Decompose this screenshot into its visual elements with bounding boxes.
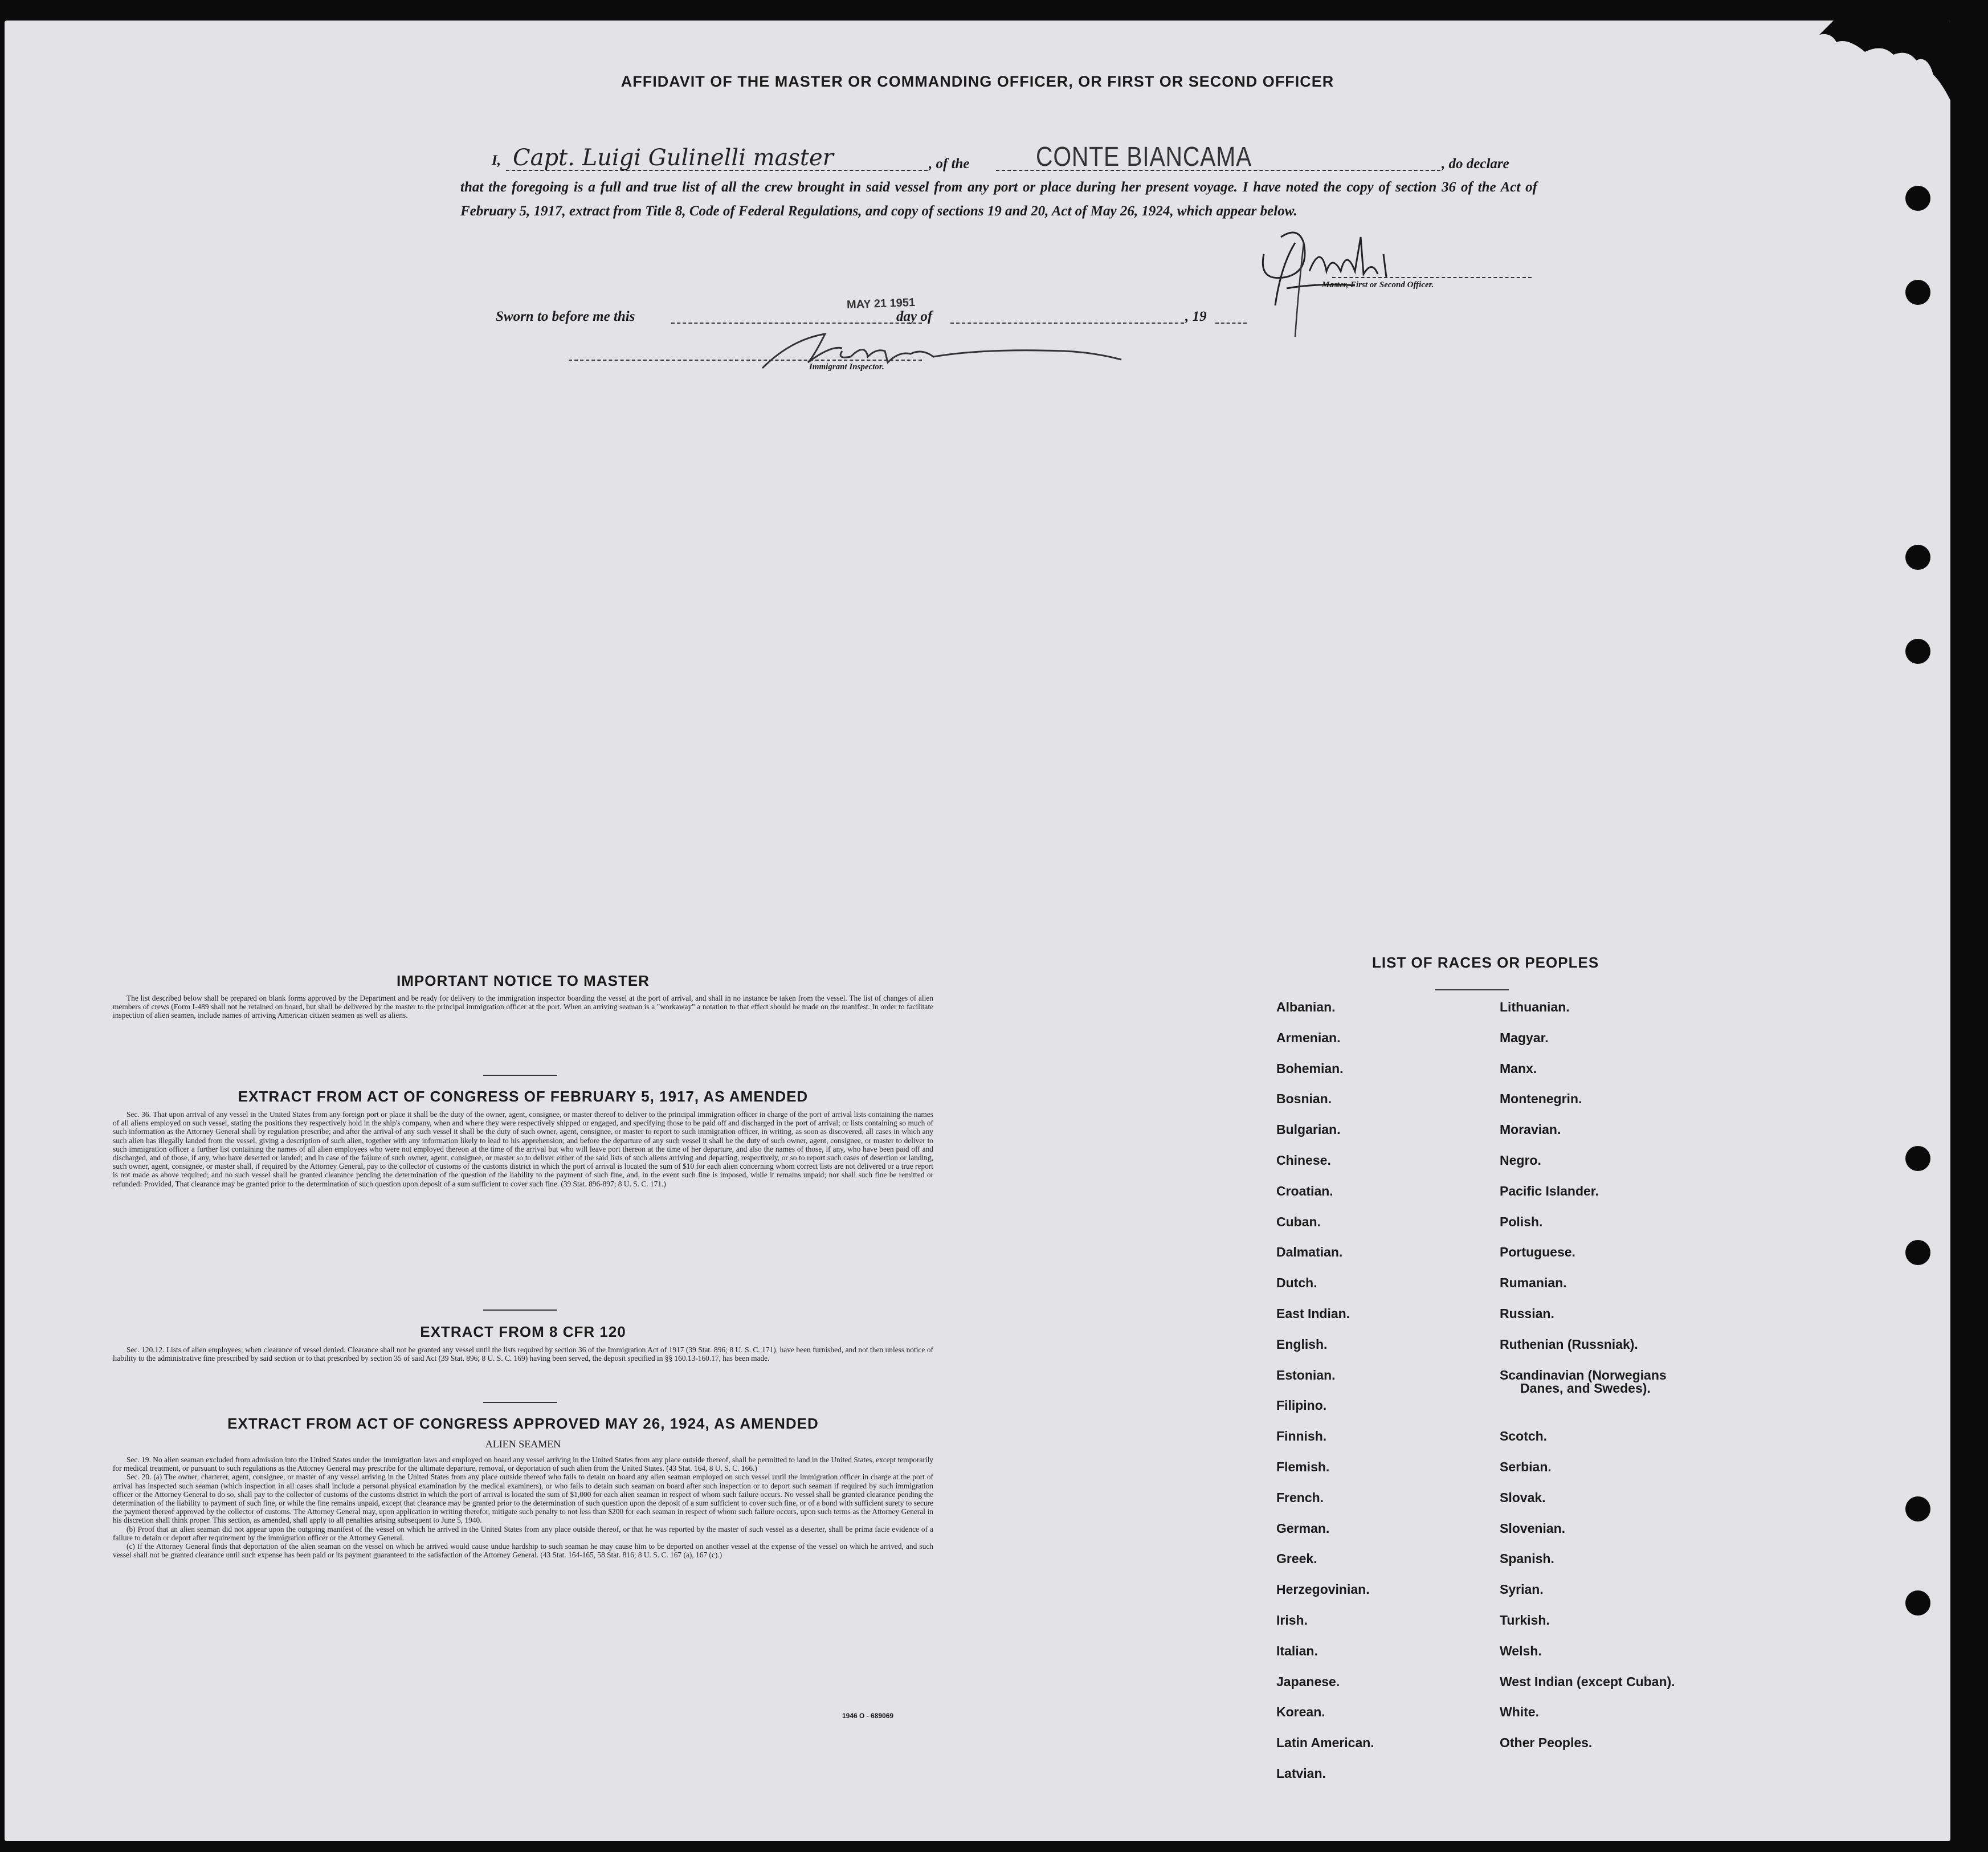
race-label: Dalmatian. <box>1276 1245 1343 1260</box>
race-item <box>1500 1030 1675 1061</box>
race-label: Bohemian. <box>1276 1060 1344 1076</box>
race-item <box>1276 1306 1374 1337</box>
race-label: Estonian. <box>1276 1367 1336 1382</box>
race-item <box>1500 1674 1675 1705</box>
notice-heading: IMPORTANT NOTICE TO MASTER <box>397 972 650 989</box>
vessel-name-stamp: CONTE BIANCAMA <box>1036 142 1252 172</box>
race-label: Bulgarian. <box>1276 1122 1341 1137</box>
race-label: German. <box>1276 1520 1330 1536</box>
races-right-column <box>1500 1000 1675 1766</box>
binding-hole <box>1905 1240 1930 1265</box>
race-label: Polish. <box>1500 1214 1543 1229</box>
race-item <box>1276 1030 1374 1061</box>
race-label: Latin American. <box>1276 1735 1374 1751</box>
race-label: East Indian. <box>1276 1306 1350 1321</box>
divider <box>483 1310 557 1311</box>
race-item <box>1276 1521 1374 1552</box>
race-item <box>1276 1613 1374 1643</box>
race-item <box>1276 1551 1374 1582</box>
year-label: , 19 <box>1185 309 1207 324</box>
race-label: French. <box>1276 1490 1324 1505</box>
race-label: Spanish. <box>1500 1551 1554 1567</box>
race-item <box>1500 1275 1675 1306</box>
race-item <box>1500 1429 1675 1459</box>
race-item <box>1276 1704 1374 1735</box>
date-stamp: MAY 21 1951 <box>846 296 916 312</box>
extract-cfr-text: Sec. 120.12. Lists of alien employees; when clearance of vessel denied. Clearance shall not be granted any vessel until the lists required by section 36 of the Immigration Act of 1917 (39 Stat. 896; 8 U. S. C. 171), have been furnished, and not then unless notice of liability to the administrative fine prescribed by said section or to that prescribed by section 35 of said Act (39 Stat. 896; 8 U. S. C. 169) having been served, the deposit specified in §§ 160.13-160.17, has been made. <box>113 1345 933 1363</box>
sworn-label: Sworn to before me this <box>496 309 635 324</box>
extract-1917-heading: EXTRACT FROM ACT OF CONGRESS OF FEBRUARY 5, 1917, AS AMENDED <box>238 1088 809 1105</box>
binding-hole <box>1905 639 1930 664</box>
inspector-label: Immigrant Inspector. <box>809 362 884 372</box>
affidavit-title: AFFIDAVIT OF THE MASTER OR COMMANDING OFFICER, OR FIRST OR SECOND OFFICER <box>621 73 1334 90</box>
race-item <box>1276 1245 1374 1275</box>
race-label: Turkish. <box>1500 1612 1550 1627</box>
divider <box>483 1402 557 1403</box>
race-label: Slovak. <box>1500 1490 1546 1505</box>
binding-hole <box>1905 280 1930 305</box>
race-item <box>1276 1429 1374 1459</box>
race-item <box>1500 1368 1675 1429</box>
race-label: Slovenian. <box>1500 1520 1566 1536</box>
inspector-signature <box>745 317 1133 380</box>
race-item <box>1500 1306 1675 1337</box>
race-label: Latvian. <box>1276 1765 1326 1781</box>
race-item <box>1500 1613 1675 1643</box>
race-item <box>1276 1643 1374 1674</box>
race-item <box>1500 1735 1675 1766</box>
race-label: Japanese. <box>1276 1674 1340 1689</box>
race-label: Manx. <box>1500 1060 1537 1076</box>
inspector-line <box>569 360 922 361</box>
race-item <box>1500 1122 1675 1153</box>
race-item <box>1276 1459 1374 1490</box>
binding-hole <box>1905 1146 1930 1171</box>
race-label: Flemish. <box>1276 1459 1330 1474</box>
race-label: Herzegovinian. <box>1276 1582 1370 1597</box>
race-label: Portuguese. <box>1500 1245 1575 1260</box>
race-label: Albanian. <box>1276 1000 1336 1014</box>
races-left-column <box>1276 1000 1374 1797</box>
race-label: Syrian. <box>1500 1582 1544 1597</box>
race-item <box>1500 1061 1675 1092</box>
race-label: Greek. <box>1276 1551 1317 1567</box>
race-item <box>1276 1582 1374 1613</box>
race-label: Lithuanian. <box>1500 1000 1570 1014</box>
race-label: Dutch. <box>1276 1275 1317 1291</box>
race-label: Russian. <box>1500 1306 1554 1321</box>
sec-20a-text: Sec. 20. (a) The owner, charterer, agent, consignee, or master of any vessel arriving in the United States from any place outside thereof who fails to detain on board any alien seaman employed on such vessel until the immigration officer in charge at the port of arrival has inspected such seaman (which inspection in all cases shall include a personal physical examination by the medical examiners), or who fails to detain such seaman on board after such inspection or to deport such seaman if required by such immigration officer or the Attorney General to do so, shall pay to the collector of customs of the customs district in which the port of arrival is located the sum of $1,000 for each alien seaman in respect of whom such failure occurs. No vessel shall be granted clearance pending the determination of the liability to payment of such fine, or while the fine remains unpaid, except that clearance may be granted prior to the determination of such question upon the deposit of a sum sufficient to cover such fine, or of a bond with sufficient surety to secure the payment thereof approved by the collector of customs. The Attorney General may, upon application in writing therefor, mitigate such penalty to not less than $200 for each seaman in respect of whom such failure occurs, upon such terms as the Attorney General in his discretion shall think proper. This section, as amended, shall apply to all penalties arising subsequent to June 5, 1940. <box>113 1472 933 1525</box>
race-label: Bosnian. <box>1276 1091 1332 1107</box>
race-item <box>1276 1275 1374 1306</box>
notice-text: The list described below shall be prepared on blank forms approved by the Department and be ready for delivery to the immigration inspector boarding the vessel at the port of arrival, and shall in no instance be taken from the vessel. The list of changes of alien members of crews (Form I-489 shall not be retained on board, but shall be delivered by the master to the principal immigration officer at the port. When an arriving seaman is a "workaway" a notation to that effect should be made on the manifest. In order to facilitate inspection of alien seamen, include names of arriving American citizen seamen as well as aliens. <box>113 994 933 1020</box>
sec-20b-text: (b) Proof that an alien seaman did not appear upon the outgoing manifest of the vessel on which he arrived in the United States from any place outside thereof, or that he was reported by the master of such vessel as a deserter, shall be prima facie evidence of a failure to detain or deport after requirement by the immigration officer or the Attorney General. <box>113 1524 933 1542</box>
race-item <box>1500 1521 1675 1552</box>
extract-1917-text: Sec. 36. That upon arrival of any vessel in the United States from any foreign port or place it shall be the duty of the owner, agent, consignee, or master thereof to deliver to the principal immigration officer in charge of the port of arrival lists containing the names of all aliens employed on such vessel, stating the positions they respectively hold in the ship's company, when and where they were respectively shipped or engaged, and specifying those to be paid off and discharged in the port of arrival; or lists containing so much of such information as the Attorney General shall by regulation prescribe; and after the arrival of any such vessel it shall be the duty of such owner, agent, consignee, or master to report to such immigration officer, in writing, as soon as discovered, all cases in which any such alien has illegally landed from the vessel, giving a description of such alien, together with any information likely to lead to his apprehension; and before the departure of any such vessel it shall be the duty of such owner, agent, consignee, or master to deliver to such immigration officer a further list containing the names of all alien employees who were not employed thereon at the time of the arrival but who will leave port thereon at the time of her departure, and also the names of those, if any, who have been paid off and discharged, and of those, if any, who have deserted or landed; and in case of the failure of such owner, agent, consignee, or master so to deliver either of the said lists of such aliens arriving and departing, respectively, or so to report such cases of desertion or landing, such owner, agent, consignee, or master shall, if required by the Attorney General, pay to the collector of customs of the customs district in which the port of arrival is located the sum of $10 for each alien concerning whom correct lists are not delivered or a true report is not made as above required; and no such vessel shall be granted clearance pending the determination of the question of the liability to the payment of such fine, and, in the event such fine is imposed, while it remains unpaid; nor shall such fine be remitted or refunded: Provided, That clearance may be granted prior to the determination of such question upon deposit of a sum sufficient to cover such fine. (39 Stat. 896-897; 8 U. S. C. 171.) <box>113 1110 933 1188</box>
day-of-label: day of <box>896 309 933 324</box>
race-label: Chinese. <box>1276 1152 1331 1168</box>
binding-hole <box>1905 186 1930 211</box>
race-label: Cuban. <box>1276 1214 1321 1229</box>
race-label: Korean. <box>1276 1704 1325 1720</box>
race-label: English. <box>1276 1336 1328 1352</box>
race-item <box>1276 1674 1374 1705</box>
race-label: Moravian. <box>1500 1122 1561 1137</box>
race-item <box>1500 1490 1675 1521</box>
binding-hole <box>1905 1496 1930 1521</box>
race-label: Italian. <box>1276 1643 1318 1658</box>
extract-1924-heading: EXTRACT FROM ACT OF CONGRESS APPROVED MAY 26, 1924, AS AMENDED <box>227 1415 819 1432</box>
race-label: Rumanian. <box>1500 1275 1567 1291</box>
race-item <box>1276 1735 1374 1766</box>
race-label: Montenegrin. <box>1500 1091 1582 1107</box>
race-item <box>1500 1643 1675 1674</box>
do-declare-label: , do declare <box>1442 156 1509 172</box>
race-item <box>1276 1398 1374 1429</box>
year-line <box>1215 323 1247 324</box>
race-item <box>1276 1766 1374 1797</box>
race-label: White. <box>1500 1704 1539 1720</box>
race-label: Croatian. <box>1276 1183 1333 1198</box>
races-heading: LIST OF RACES OR PEOPLES <box>1372 954 1599 971</box>
binding-hole <box>1905 545 1930 570</box>
race-label: Finnish. <box>1276 1429 1327 1444</box>
signature-label: Master, First or Second Officer. <box>1322 280 1434 289</box>
divider <box>1435 989 1509 990</box>
race-item <box>1500 1091 1675 1122</box>
race-item <box>1276 1490 1374 1521</box>
race-label: Negro. <box>1500 1152 1541 1168</box>
affidavit-body: that the foregoing is a full and true list of all the crew brought in said vessel from any port or place during her present voyage. I have noted the copy of section 36 of the Act of February 5, 1917, extract from Title 8, Code of Federal Regulations, and copy of sections 19 and 20, Act of May 26, 1924, which appear below. <box>460 180 1537 219</box>
race-item <box>1500 1153 1675 1184</box>
sec-19-text: Sec. 19. No alien seaman excluded from admission into the United States under the immigration laws and employed on board any vessel arriving in the United States from any place outside thereof, shall be permitted to land in the United States, except temporarily for medical treatment, or pursuant to such regulations as the Attorney General may prescribe for the ultimate departure, removal, or deportation of such alien from the United States. (43 Stat. 164, 8 U. S. C. 166.) <box>113 1455 933 1473</box>
race-label: Other Peoples. <box>1500 1735 1593 1751</box>
race-item <box>1276 1122 1374 1153</box>
race-label-continued: Danes, and Swedes). <box>1520 1380 1651 1396</box>
race-item <box>1500 1459 1675 1490</box>
alien-seamen-subheading: ALIEN SEAMEN <box>485 1438 561 1450</box>
signature-line <box>1332 277 1532 278</box>
binding-hole <box>1905 1590 1930 1616</box>
race-item <box>1276 1091 1374 1122</box>
race-label: Filipino. <box>1276 1398 1327 1413</box>
race-item <box>1500 1000 1675 1030</box>
race-item <box>1500 1582 1675 1613</box>
extract-cfr-heading: EXTRACT FROM 8 CFR 120 <box>420 1323 626 1340</box>
print-code: 1946 O - 689069 <box>842 1712 894 1720</box>
race-label: Magyar. <box>1500 1030 1549 1045</box>
race-label: Scandinavian (Norwegians <box>1500 1367 1667 1382</box>
sec-20c-text: (c) If the Attorney General finds that deportation of the alien seaman on the vessel on which he arrived would cause undue hardship to such seaman he may cause him to be deported on another vessel at the expense of the vessel on which he arrived, and such vessel shall not be granted clearance until such expense has been paid or its payment guaranteed to the satisfaction of the Attorney General. (43 Stat. 164-165, 58 Stat. 816; 8 U. S. C. 167 (a), 167 (c).) <box>113 1542 933 1560</box>
race-item <box>1276 1153 1374 1184</box>
extract-1924-body <box>113 1455 933 1559</box>
race-item <box>1500 1551 1675 1582</box>
race-label: Scotch. <box>1500 1429 1548 1444</box>
race-label: Armenian. <box>1276 1030 1341 1045</box>
race-item <box>1500 1245 1675 1275</box>
race-item <box>1276 1337 1374 1368</box>
race-label: Ruthenian (Russniak). <box>1500 1336 1638 1352</box>
divider <box>483 1075 557 1076</box>
of-the-label: , of the <box>929 156 970 172</box>
race-label: Serbian. <box>1500 1459 1552 1474</box>
race-label: Irish. <box>1276 1612 1308 1627</box>
race-item <box>1500 1214 1675 1245</box>
race-item <box>1276 1368 1374 1398</box>
race-item <box>1500 1337 1675 1368</box>
race-item <box>1500 1704 1675 1735</box>
affidavit-i: I, <box>492 153 501 168</box>
document-page <box>5 21 1950 1841</box>
race-item <box>1276 1214 1374 1245</box>
race-label: Pacific Islander. <box>1500 1183 1599 1198</box>
race-item <box>1276 1061 1374 1092</box>
race-label: West Indian (except Cuban). <box>1500 1674 1675 1689</box>
race-item <box>1276 1184 1374 1214</box>
race-label: Welsh. <box>1500 1643 1542 1658</box>
race-item <box>1276 1000 1374 1030</box>
race-item <box>1500 1184 1675 1214</box>
master-name-handwritten: Capt. Luigi Gulinelli master <box>513 145 834 171</box>
